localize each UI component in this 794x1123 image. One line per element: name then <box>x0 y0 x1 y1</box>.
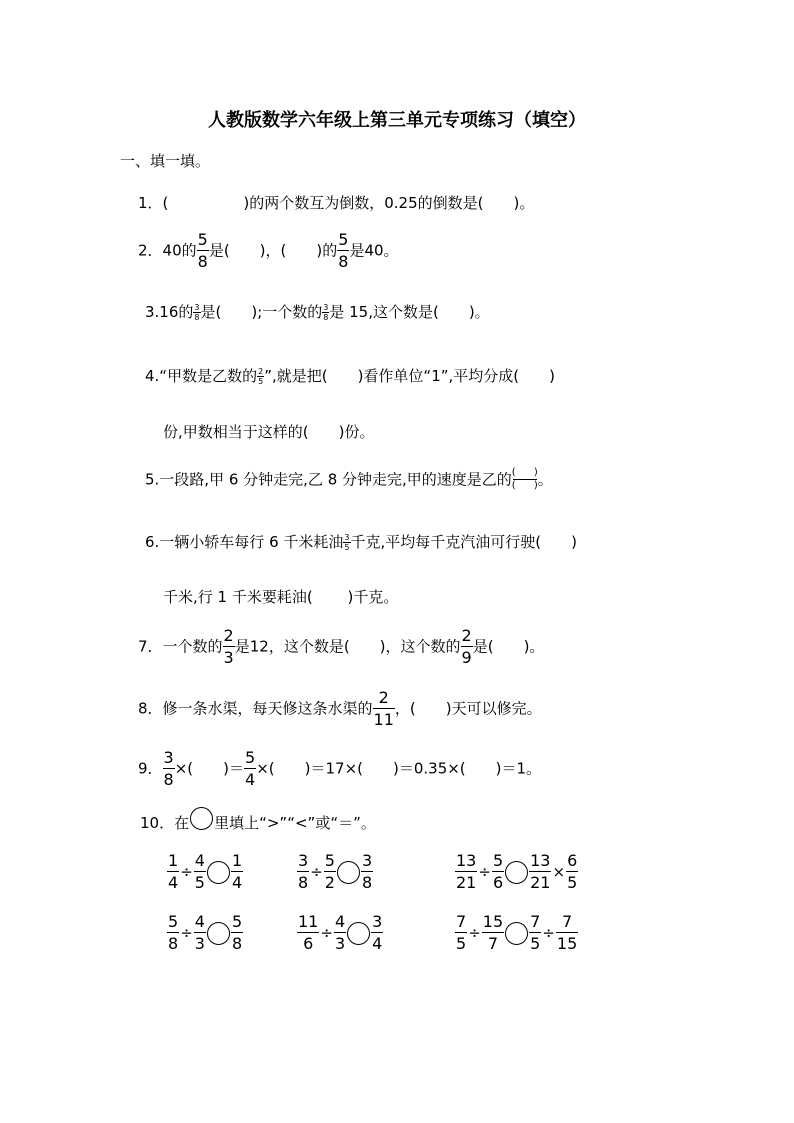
q7-text-a: 7．一个数的 <box>138 637 223 656</box>
q9-fraction-1 <box>163 750 175 788</box>
q10-text-a: 10．在 <box>140 814 190 832</box>
numerator: 3 <box>194 302 200 312</box>
denominator: 21 <box>456 873 477 892</box>
comparison-item <box>455 914 578 952</box>
operator: ÷ <box>468 924 481 942</box>
q6-text-b: 千克,平均每千克汽油可行驶( ) <box>350 533 577 551</box>
comparison-circle-blank[interactable] <box>207 861 230 884</box>
q3-text-b: 是( );一个数的 <box>200 303 323 321</box>
q6-fraction <box>343 534 350 552</box>
operator: ÷ <box>478 863 491 881</box>
denominator: 9 <box>461 648 472 667</box>
comparison-circle-blank[interactable] <box>337 861 360 884</box>
numerator: 7 <box>556 914 578 933</box>
question-3 <box>145 301 490 322</box>
operator: ÷ <box>320 924 333 942</box>
fraction <box>455 914 467 952</box>
q7-fraction-1 <box>223 628 235 666</box>
denominator: 8 <box>231 934 243 953</box>
comparison-item <box>167 914 243 952</box>
q3-fraction-1 <box>193 304 200 322</box>
numerator: 2 <box>461 626 472 645</box>
denominator: 2 <box>324 873 335 892</box>
numerator: 3 <box>361 851 373 870</box>
q5-blank-fraction <box>512 468 538 492</box>
operator: ÷ <box>180 863 193 881</box>
fraction <box>231 914 243 952</box>
bracket-mark: ( <box>511 467 516 478</box>
numerator: 15 <box>482 912 504 931</box>
page-title: 人教版数学六年级上第三单元专项练习（填空） <box>208 110 586 131</box>
comparison-circle-blank[interactable] <box>207 922 230 945</box>
comparison-item <box>167 853 243 891</box>
denominator: 4 <box>231 873 243 892</box>
numerator: 2 <box>223 626 234 645</box>
denominator: 5 <box>258 376 264 386</box>
numerator: 5 <box>338 230 349 249</box>
denominator: 8 <box>298 873 309 892</box>
numerator: 13 <box>456 851 477 870</box>
numerator: 1 <box>231 851 243 870</box>
fraction <box>324 853 336 891</box>
numerator: 3 <box>298 851 309 870</box>
numerator: 5 <box>168 912 179 931</box>
fraction <box>492 853 504 891</box>
denominator: 5 <box>530 934 541 953</box>
fraction <box>455 853 477 891</box>
numerator: 5 <box>197 230 208 249</box>
fraction <box>482 914 504 952</box>
denominator: 6 <box>492 873 504 892</box>
fraction <box>361 853 373 891</box>
denominator: 8 <box>197 252 208 271</box>
fraction <box>334 914 346 952</box>
denominator: 6 <box>303 934 314 953</box>
numerator: 5 <box>324 851 335 870</box>
comparison-circle-blank[interactable] <box>505 922 528 945</box>
numerator: 7 <box>456 912 467 931</box>
q2-text-b: 是( )，( )的 <box>208 241 338 260</box>
question-2 <box>138 232 399 270</box>
section-heading: 一、填一填。 <box>120 152 211 170</box>
q2-fraction-1 <box>197 232 209 270</box>
q6-text-a: 6.一辆小轿车每行 6 千米耗油 <box>145 533 344 551</box>
denominator: 5 <box>567 873 578 892</box>
numerator: 3 <box>344 532 350 542</box>
q9-text-a: 9． <box>138 759 163 778</box>
bracket-mark: ( <box>511 480 516 491</box>
question-5 <box>145 468 553 492</box>
denominator: 8 <box>194 312 200 322</box>
denominator: 3 <box>334 934 346 953</box>
question-8 <box>138 690 542 728</box>
q8-text-a: 8．修一条水渠，每天修这条水渠的 <box>138 699 373 718</box>
fraction <box>167 853 179 891</box>
q5-text-b: 。 <box>537 470 553 489</box>
question-4 <box>145 365 555 386</box>
question-4-line-2: 份,甲数相当于这样的( )份。 <box>163 423 375 441</box>
comparison-item <box>455 853 578 891</box>
fraction <box>529 853 551 891</box>
numerator: 3 <box>372 912 383 931</box>
numerator: 6 <box>567 851 578 870</box>
denominator: 4 <box>245 770 256 789</box>
denominator: 5 <box>194 873 205 892</box>
fraction <box>194 853 206 891</box>
numerator: 2 <box>373 690 395 709</box>
denominator: 3 <box>194 934 205 953</box>
comparison-item <box>297 853 373 891</box>
bracket-mark: ) <box>533 467 538 478</box>
denominator: 4 <box>168 873 179 892</box>
numerator: 7 <box>530 912 541 931</box>
question-1: 1．( )的两个数互为倒数，0.25的倒数是( )。 <box>138 194 535 212</box>
numerator: 4 <box>194 851 205 870</box>
fraction <box>529 914 541 952</box>
q9-fraction-2 <box>244 750 256 788</box>
numerator: 5 <box>492 851 504 870</box>
fraction <box>194 914 206 952</box>
comparison-circle-blank[interactable] <box>347 922 370 945</box>
operator: ÷ <box>310 863 323 881</box>
denominator: 21 <box>530 873 551 892</box>
q7-text-b: 是12，这个数是( )，这个数的 <box>234 637 461 656</box>
numerator: 5 <box>231 912 243 931</box>
denominator: 7 <box>487 934 499 953</box>
question-7 <box>138 628 544 666</box>
bracket-mark: ) <box>533 480 538 491</box>
q2-num: 2． <box>138 241 163 260</box>
fraction <box>566 853 578 891</box>
q5-text-a: 5.一段路,甲 6 分钟走完,乙 8 分钟走完,甲的速度是乙的 <box>145 470 512 489</box>
numerator: 4 <box>334 912 346 931</box>
fraction <box>556 914 578 952</box>
denominator: 8 <box>163 770 174 789</box>
q8-text-b: ，( )天可以修完。 <box>394 699 542 718</box>
comparison-circle-blank[interactable] <box>505 861 528 884</box>
numerator: 3 <box>323 302 329 312</box>
numerator: 5 <box>245 748 256 767</box>
circle-blank-icon <box>190 807 213 830</box>
denominator: 8 <box>168 934 179 953</box>
numerator: 13 <box>530 851 551 870</box>
q2-text-a: 40的 <box>162 241 197 260</box>
denominator: 8 <box>338 252 349 271</box>
denominator: 3 <box>223 648 234 667</box>
q4-text-a: 4.“甲数是乙数的 <box>145 367 258 385</box>
fraction <box>297 914 319 952</box>
q2-fraction-2 <box>337 232 349 270</box>
q7-fraction-2 <box>461 628 473 666</box>
denominator: 8 <box>323 312 329 322</box>
operator: ÷ <box>180 924 193 942</box>
numerator: 2 <box>258 366 264 376</box>
denominator: 4 <box>372 934 383 953</box>
q9-text-b: ×( )＝ <box>174 759 245 778</box>
q2-text-c: 是40。 <box>349 241 399 260</box>
q3-text-a: 3.16的 <box>145 303 194 321</box>
denominator: 11 <box>373 710 394 729</box>
denominator: 8 <box>361 873 373 892</box>
question-9 <box>138 750 541 788</box>
numerator: 1 <box>168 851 179 870</box>
operator: ÷ <box>542 924 555 942</box>
denominator: 5 <box>344 542 350 552</box>
fraction <box>167 914 179 952</box>
q3-text-c: 是 15,这个数是( )。 <box>329 303 490 321</box>
denominator: 15 <box>556 934 578 953</box>
q10-text-b: 里填上“>”“<”或“＝”。 <box>214 814 376 832</box>
q9-text-c: ×( )＝17×( )＝0.35×( )＝1。 <box>256 759 542 778</box>
numerator: 4 <box>194 912 205 931</box>
question-6 <box>145 531 577 552</box>
numerator: 3 <box>163 748 174 767</box>
fraction <box>297 853 309 891</box>
question-10 <box>140 812 376 835</box>
operator: × <box>552 863 566 881</box>
question-6-line-2: 千米,行 1 千米要耗油( )千克。 <box>163 588 399 606</box>
comparison-item <box>297 914 383 952</box>
fraction <box>371 914 383 952</box>
q7-text-c: 是( )。 <box>472 637 545 656</box>
q8-fraction <box>373 690 395 728</box>
numerator: 11 <box>298 912 319 931</box>
denominator: 5 <box>456 934 467 953</box>
fraction <box>231 853 243 891</box>
q4-text-b: ”,就是把( )看作单位“1”,平均分成( ) <box>264 367 555 385</box>
